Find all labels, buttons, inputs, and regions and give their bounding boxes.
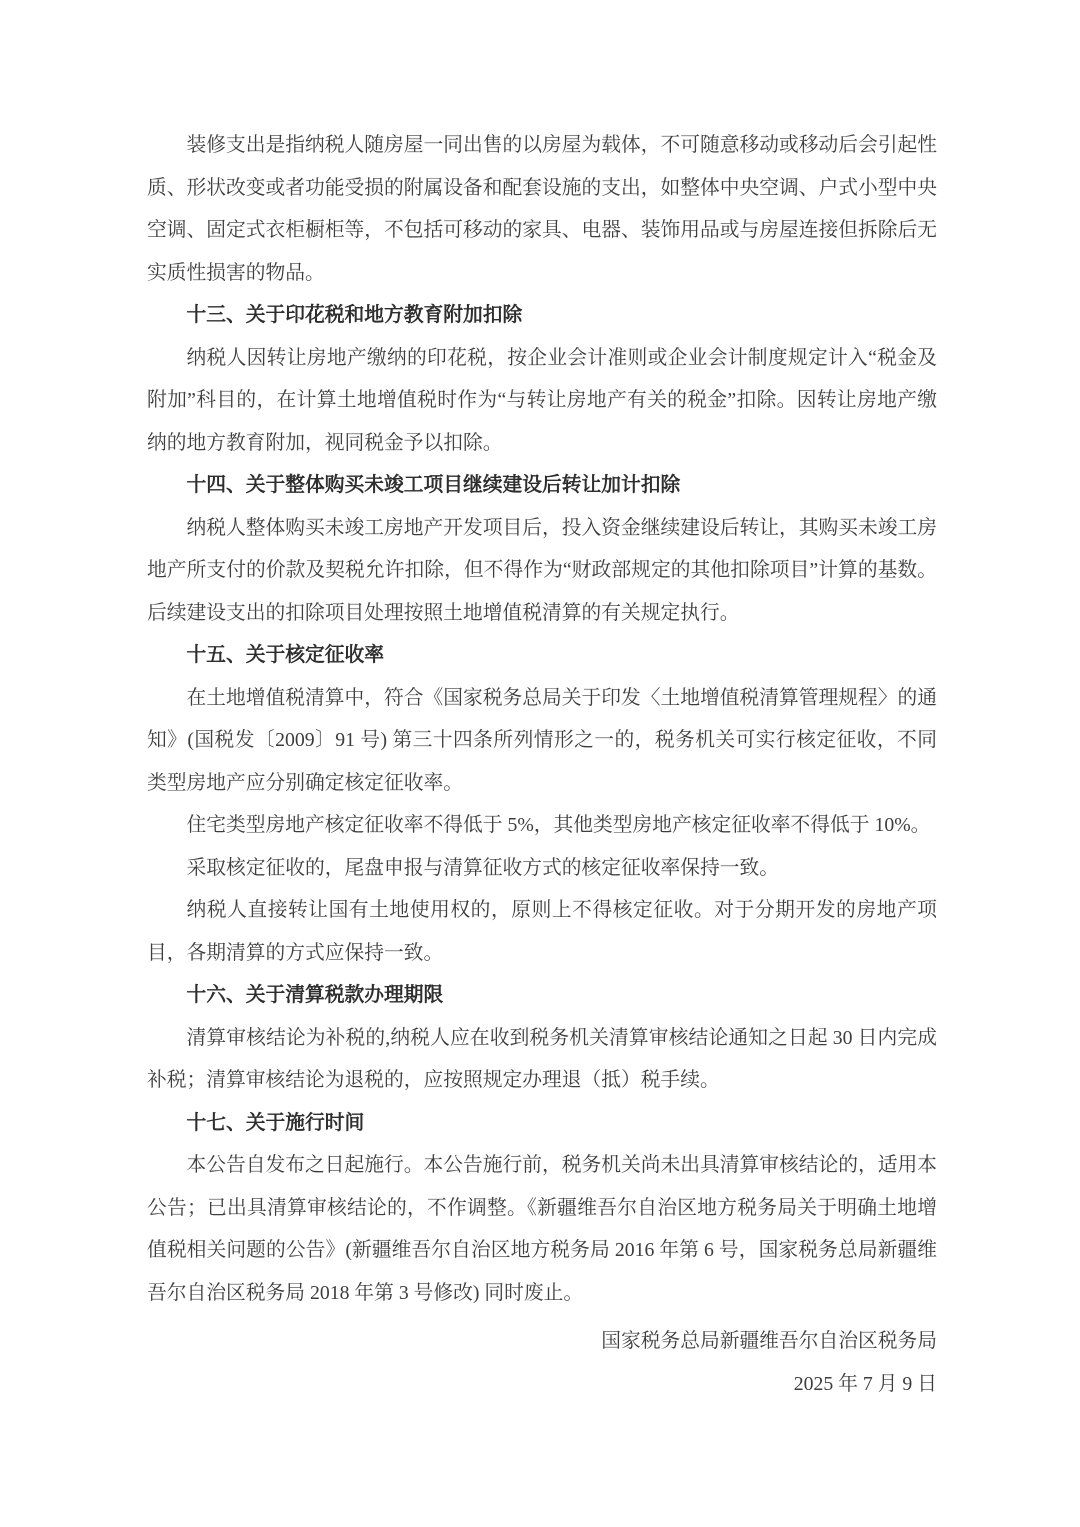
- heading-section-16-settlement-deadline: 十六、关于清算税款办理期限: [186, 984, 444, 1006]
- paragraph-minimum-levy-rates: 住宅类型房地产核定征收率不得低于 5%，其他类型房地产核定征收率不得低于 10%。: [186, 814, 931, 836]
- paragraph-effective-date: 本公告自发布之日起施行。本公告施行前，税务机关尚未出具清算审核结论的，适用本公告；已出具清算审核结论的，不作调整。《新疆维吾尔自治区地方税务局关于明确土地增值税相关问题的公告》(新疆维吾尔自治区地方税务局 2016 年第 6 号，国家税务总局新疆维吾尔自治区税务局 2018 年第 3 号修改) 同时废止。: [147, 1154, 938, 1304]
- issuer-signature: 国家税务总局新疆维吾尔自治区税务局: [601, 1330, 937, 1352]
- paragraph-land-use-right-transfer: 纳税人直接转让国有土地使用权的，原则上不得核定征收。对于分期开发的房地产项目，各期清算的方式应保持一致。: [147, 899, 937, 964]
- heading-section-14-unfinished-project-deduction: 十四、关于整体购买未竣工项目继续建设后转让加计扣除: [186, 474, 681, 496]
- heading-section-15-assessed-levy-rate: 十五、关于核定征收率: [186, 644, 385, 666]
- paragraph-assessed-levy-conditions: 在土地增值税清算中，符合《国家税务总局关于印发〈土地增值税清算管理规程〉的通知》(国税发〔2009〕91 号) 第三十四条所列情形之一的，税务机关可实行核定征收，不同类型房地产应分别确定核定征收率。: [147, 686, 938, 794]
- issue-date: 2025 年 7 月 9 日: [793, 1372, 937, 1395]
- paragraph-tail-declaration-consistency: 采取核定征收的，尾盘申报与清算征收方式的核定征收率保持一致。: [186, 856, 780, 879]
- heading-section-13-stamp-tax-deduction: 十三、关于印花税和地方教育附加扣除: [186, 304, 523, 326]
- paragraph-stamp-tax-deduction: 纳税人因转让房地产缴纳的印花税，按企业会计准则或企业会计制度规定计入“税金及附加”科目的，在计算土地增值税时作为“与转让房地产有关的税金”扣除。因转让房地产缴纳的地方教育附加，视同税金予以扣除。: [147, 346, 937, 454]
- paragraph-renovation-expense: 装修支出是指纳税人随房屋一同出售的以房屋为载体，不可随意移动或移动后会引起性质、形状改变或者功能受损的附属设备和配套设施的支出，如整体中央空调、户式小型中央空调、固定式衣柜橱柜等，不包括可移动的家具、电器、装饰用品或与房屋连接但拆除后无实质性损害的物品。: [147, 134, 938, 284]
- heading-section-17-effective-date: 十七、关于施行时间: [186, 1111, 365, 1134]
- paragraph-unfinished-project-deduction: 纳税人整体购买未竣工房地产开发项目后，投入资金继续建设后转让，其购买未竣工房地产所支付的价款及契税允许扣除，但不得作为“财政部规定的其他扣除项目”计算的基数。后续建设支出的扣除项目处理按照土地增值税清算的有关规定执行。: [147, 516, 938, 624]
- paragraph-settlement-deadline: 清算审核结论为补税的,纳税人应在收到税务机关清算审核结论通知之日起 30 日内完成补税；清算审核结论为退税的，应按照规定办理退（抵）税手续。: [147, 1026, 937, 1091]
